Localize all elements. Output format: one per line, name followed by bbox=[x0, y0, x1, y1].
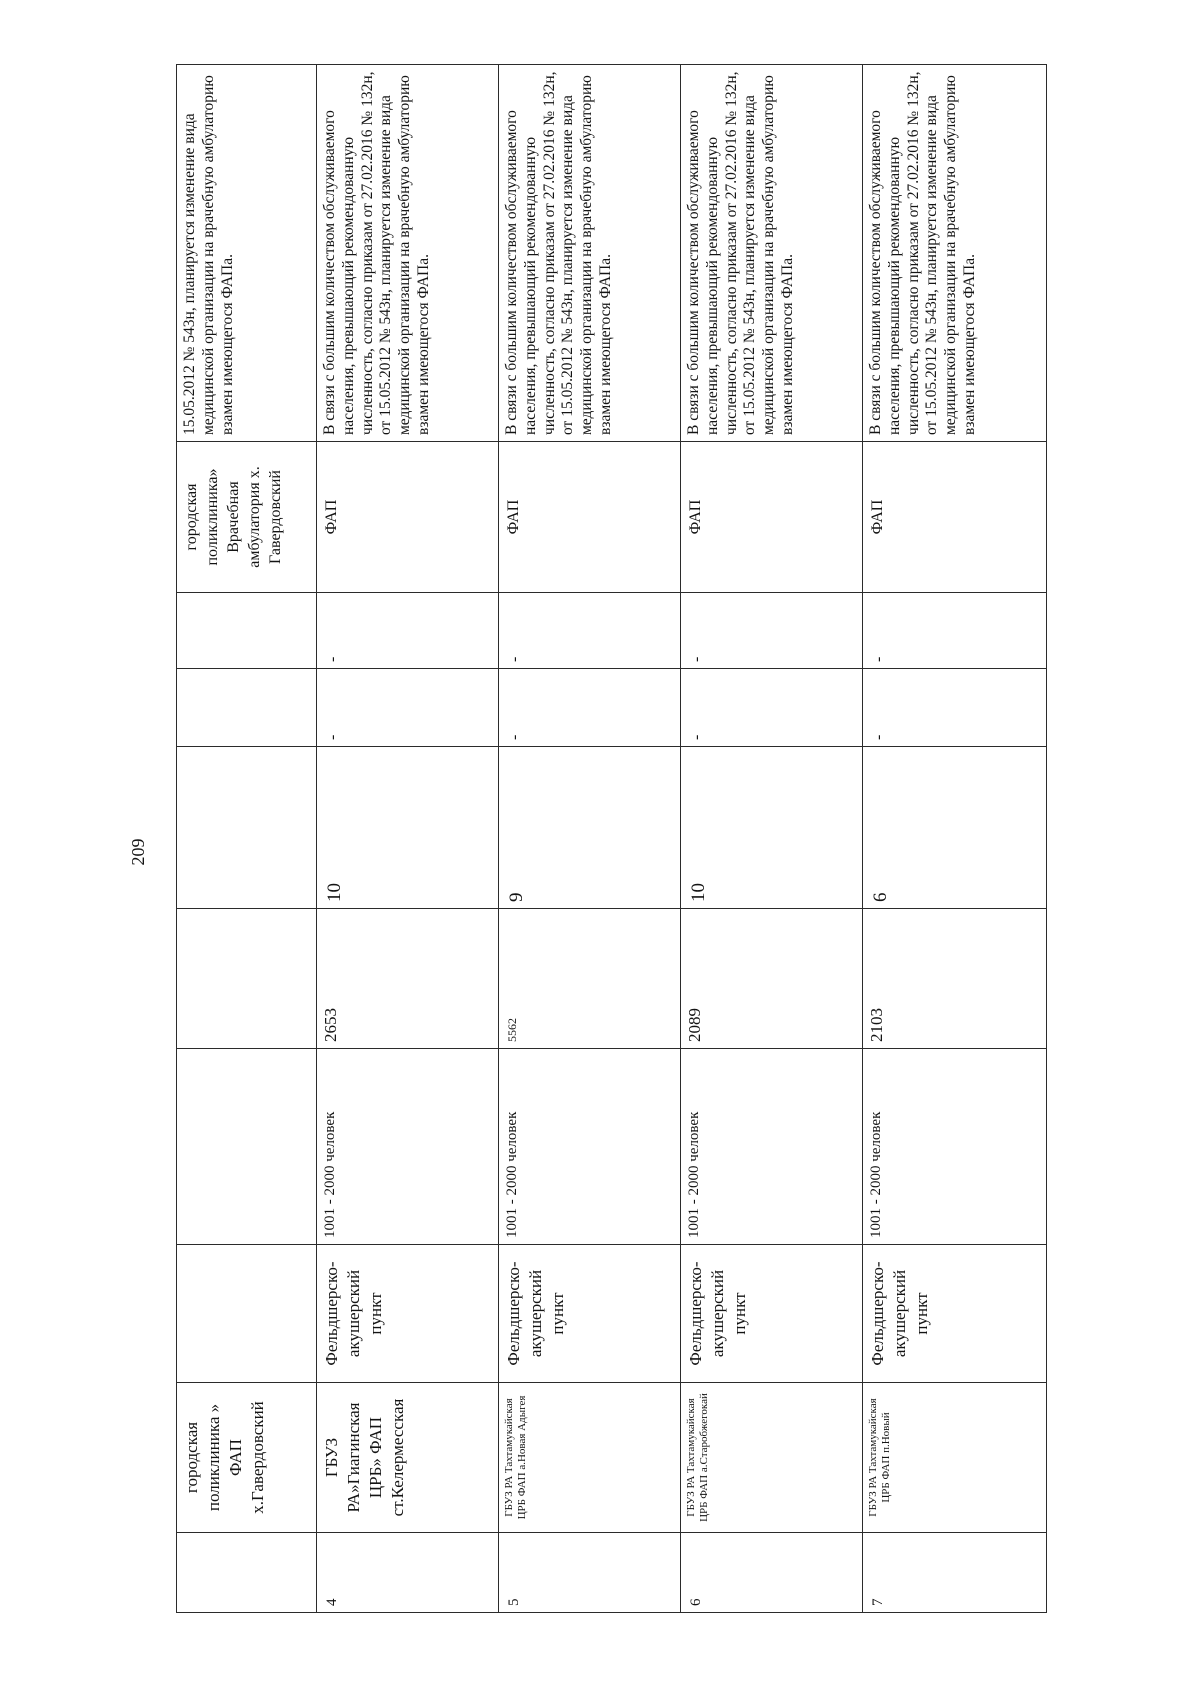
cell-population-actual: 2103 bbox=[863, 909, 1047, 1049]
cell-population-actual: 2089 bbox=[681, 909, 863, 1049]
cell-organization: ГБУЗ РА Тахтамукайская ЦРБ ФАП а.Новая Адыгея bbox=[499, 1383, 681, 1533]
cell-reason: В связи с большим количеством обслуживаемого населения, превышающий рекомендованную численность, согласно приказам от 27.02.2016 № 132н, от 15.05.2012 № 543н, планируется изменение вида медицинской организации на врачебную амбулаторию взамен имеющегося ФАПа. bbox=[863, 65, 1047, 442]
cell-organization: ГБУЗ РА Тахтамукайская ЦРБ ФАП п.Новый bbox=[863, 1383, 1047, 1533]
cell-type bbox=[177, 1245, 317, 1383]
cell-population-norm bbox=[177, 1049, 317, 1245]
cell-reason: 15.05.2012 № 543н, планируется изменение вида медицинской организации на врачебную амбулаторию взамен имеющегося ФАПа. bbox=[177, 65, 317, 442]
cell-num: 6 bbox=[681, 1533, 863, 1613]
cell-col8: - bbox=[863, 593, 1047, 669]
cell-reason: В связи с большим количеством обслуживаемого населения, превышающий рекомендованную численность, согласно приказам от 27.02.2016 № 132н, от 15.05.2012 № 543н, планируется изменение вида медицинской организации на врачебную амбулаторию взамен имеющегося ФАПа. bbox=[317, 65, 499, 442]
cell-col7: - bbox=[681, 669, 863, 747]
cell-num: 5 bbox=[499, 1533, 681, 1613]
table-row bbox=[863, 65, 1047, 1613]
cell-organization: ГБУЗ РА»Гиагинская ЦРБ» ФАП ст.Келермесская bbox=[317, 1383, 499, 1533]
cell-distance: 10 bbox=[317, 747, 499, 909]
cell-col7: - bbox=[317, 669, 499, 747]
cell-new-type: ФАП bbox=[317, 442, 499, 593]
table-body bbox=[177, 65, 1047, 1613]
cell-num bbox=[177, 1533, 317, 1613]
cell-type: Фельдшерско-акушерский пункт bbox=[681, 1245, 863, 1383]
cell-col8 bbox=[177, 593, 317, 669]
cell-population-actual: 2653 bbox=[317, 909, 499, 1049]
cell-num: 7 bbox=[863, 1533, 1047, 1613]
cell-reason: В связи с большим количеством обслуживаемого населения, превышающий рекомендованную численность, согласно приказам от 27.02.2016 № 132н, от 15.05.2012 № 543н, планируется изменение вида медицинской организации на врачебную амбулаторию взамен имеющегося ФАПа. bbox=[681, 65, 863, 442]
cell-type: Фельдшерско-акушерский пункт bbox=[499, 1245, 681, 1383]
cell-col8: - bbox=[681, 593, 863, 669]
cell-organization: городская поликлиника » ФАП х.Гавердовский bbox=[177, 1383, 317, 1533]
cell-new-type: ФАП bbox=[863, 442, 1047, 593]
cell-new-type: ФАП bbox=[499, 442, 681, 593]
table-row bbox=[681, 65, 863, 1613]
table-row bbox=[499, 65, 681, 1613]
cell-population-norm: 1001 - 2000 человек bbox=[499, 1049, 681, 1245]
table-row bbox=[317, 65, 499, 1613]
cell-population-norm: 1001 - 2000 человек bbox=[317, 1049, 499, 1245]
page-number: 209 bbox=[128, 838, 148, 866]
cell-type: Фельдшерско-акушерский пункт bbox=[863, 1245, 1047, 1383]
cell-new-type: городская поликлиника» Врачебная амбулатория х. Гавердовский bbox=[177, 442, 317, 593]
cell-distance: 6 bbox=[863, 747, 1047, 909]
cell-population-norm: 1001 - 2000 человек bbox=[681, 1049, 863, 1245]
cell-col7: - bbox=[863, 669, 1047, 747]
cell-organization: ГБУЗ РА Тахтамукайская ЦРБ ФАП а.Старобжегокай bbox=[681, 1383, 863, 1533]
cell-population-actual bbox=[177, 909, 317, 1049]
cell-new-type: ФАП bbox=[681, 442, 863, 593]
cell-distance bbox=[177, 747, 317, 909]
cell-population-actual: 5562 bbox=[499, 909, 681, 1049]
facilities-table bbox=[176, 64, 1047, 1613]
cell-col8: - bbox=[499, 593, 681, 669]
cell-type: Фельдшерско-акушерский пункт bbox=[317, 1245, 499, 1383]
cell-distance: 9 bbox=[499, 747, 681, 909]
cell-population-norm: 1001 - 2000 человек bbox=[863, 1049, 1047, 1245]
cell-num: 4 bbox=[317, 1533, 499, 1613]
cell-col7 bbox=[177, 669, 317, 747]
table-row bbox=[177, 65, 317, 1613]
cell-distance: 10 bbox=[681, 747, 863, 909]
cell-col8: - bbox=[317, 593, 499, 669]
cell-col7: - bbox=[499, 669, 681, 747]
rotated-table-wrapper bbox=[176, 65, 1046, 1613]
cell-reason: В связи с большим количеством обслуживаемого населения, превышающий рекомендованную численность, согласно приказам от 27.02.2016 № 132н, от 15.05.2012 № 543н, планируется изменение вида медицинской организации на врачебную амбулаторию взамен имеющегося ФАПа. bbox=[499, 65, 681, 442]
